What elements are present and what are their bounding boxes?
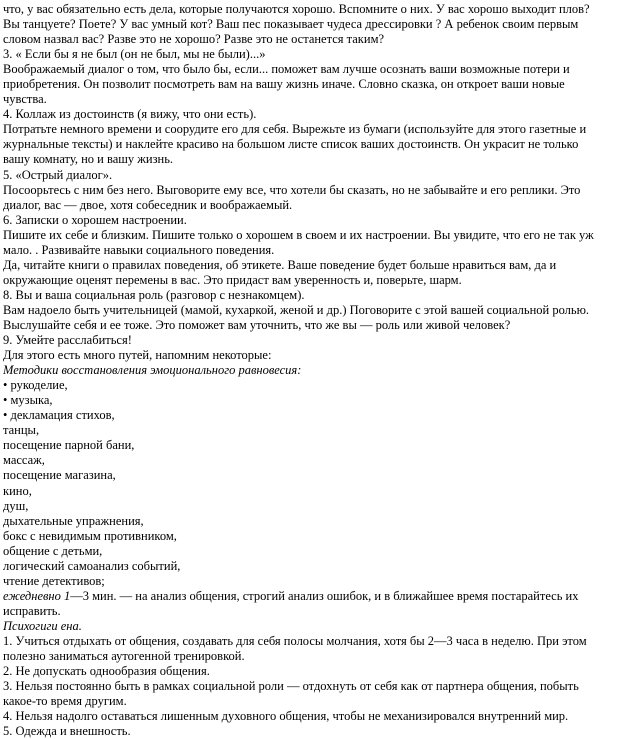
- text-line: 8. Вы и ваша социальная роль (разговор с незнакомцем).: [3, 287, 305, 302]
- text-line: Пишите их себе и близким. Пишите только о хорошем в своем и их настроении. Вы увидите, что его не так уж: [3, 227, 594, 242]
- text-line: общение с детьми,: [3, 543, 103, 558]
- text-line: полезно заниматься аутогенной тренировкой.: [3, 649, 245, 664]
- text-line: какое-то время другим.: [3, 694, 127, 709]
- text-line: массаж,: [3, 453, 45, 468]
- text-line: 6. Записки о хорошем настроении.: [3, 212, 187, 227]
- text-line: Потратьте немного времени и соорудите его для себя. Вырежьте из бумаги (используйте для этого газетные и: [3, 122, 587, 137]
- text-line: Вы танцуете? Поете? У вас умный кот? Ваш пес показывает чудеса дрессировки ? А ребенок своим первым: [3, 17, 579, 32]
- daily-note-rest: —3 мин. — на анализ общения, строгий анализ ошибок, и в ближайшее время постарайтесь их исправить.: [3, 588, 579, 618]
- text-line: что, у вас обязательно есть дела, которые получаются хорошо. Вспомните о них. У вас хорошо выходит плов?: [3, 2, 590, 16]
- text-line: чтение детективов;: [3, 573, 105, 588]
- text-line: приобретения. Он позволит посмотреть вам на вашу жизнь иначе. Словно сказка, он откроет ваши новые: [3, 77, 565, 92]
- daily-note-paragraph: [3, 589, 614, 619]
- text-line: диалог, вас — двое, хотя собеседник и воображаемый.: [3, 197, 293, 212]
- text-line: 3. « Если бы я не был (он не был, мы не были)...»: [3, 47, 266, 62]
- text-line: журнальные тексты) и наклейте красиво на большом листе список ваших достоинств. Он украсит не только: [3, 137, 579, 152]
- text-line: словом назвал вас? Разве это не хорошо? Разве это не останется таким?: [3, 32, 385, 47]
- text-line: душ,: [3, 498, 29, 513]
- text-line: 5. «Острый диалог».: [3, 167, 113, 182]
- text-line: окружающие оценят перемены в вас. Это придаст вам уверенность и, поверьте, шарм.: [3, 272, 462, 287]
- text-line: логический самоанализ событий,: [3, 558, 181, 573]
- text-line: Да, читайте книги о правилах поведения, об этикете. Ваше поведение будет больше нравиться вам, да и: [3, 257, 557, 272]
- text-line: Воображаемый диалог о том, что было бы, если... поможет вам лучше осознать ваши возможные потери и: [3, 62, 570, 77]
- text-line: посещение магазина,: [3, 468, 116, 483]
- document-body-bottom: [3, 619, 614, 739]
- text-line: 1. Учиться отдыхать от общения, создавать для себя полосы молчания, хотя бы 2—3 часа в неделю. При этом: [3, 633, 587, 648]
- text-line: посещение парной бани,: [3, 438, 135, 453]
- text-line: 4. Коллаж из достоинств (я вижу, что они есть).: [3, 107, 257, 122]
- text-line: мало. . Развивайте навыки социального поведения.: [3, 242, 275, 257]
- text-line: 2. Не допускать однообразия общения.: [3, 664, 210, 679]
- text-line: Посоорьтесь с ним без него. Выговорите ему все, что хотели бы сказать, но не забывайте и его реплики. Это: [3, 182, 581, 197]
- text-line: 9. Умейте расслабиться!: [3, 333, 132, 348]
- text-line: чувства.: [3, 92, 47, 107]
- daily-note-italic-lead: ежедневно 1: [3, 588, 71, 603]
- text-line: 4. Нельзя надолго оставаться лишенным духовного общения, чтобы не механизировался внутренний мир.: [3, 709, 569, 724]
- document-body-top: [3, 2, 614, 589]
- text-line: Психогиги ена.: [3, 618, 82, 633]
- text-line: бокс с невидимым противником,: [3, 528, 177, 543]
- text-line: Выслушайте себя и ее тоже. Это поможет вам уточнить, что же вы — роль или живой человек?: [3, 317, 511, 332]
- text-line: • рукоделие,: [3, 378, 68, 393]
- text-line: танцы,: [3, 423, 40, 438]
- text-line: Методики восстановления эмоционального равновесия:: [3, 363, 302, 378]
- text-line: кино,: [3, 483, 32, 498]
- text-line: 5. Одежда и внешность.: [3, 724, 131, 739]
- text-line: • декламация стихов,: [3, 408, 115, 423]
- text-line: Для этого есть много путей, напомним некоторые:: [3, 348, 272, 363]
- text-line: дыхательные упражнения,: [3, 513, 144, 528]
- text-line: Вам надоело быть учительницей (мамой, кухаркой, женой и др.) Поговорите с этой вашей социальной ролью.: [3, 302, 590, 317]
- text-line: вашу комнату, но и вашу жизнь.: [3, 152, 174, 167]
- text-line: 3. Нельзя постоянно быть в рамках социальной роли — отдохнуть от себя как от партнера общения, побыть: [3, 679, 579, 694]
- text-line: • музыка,: [3, 393, 53, 408]
